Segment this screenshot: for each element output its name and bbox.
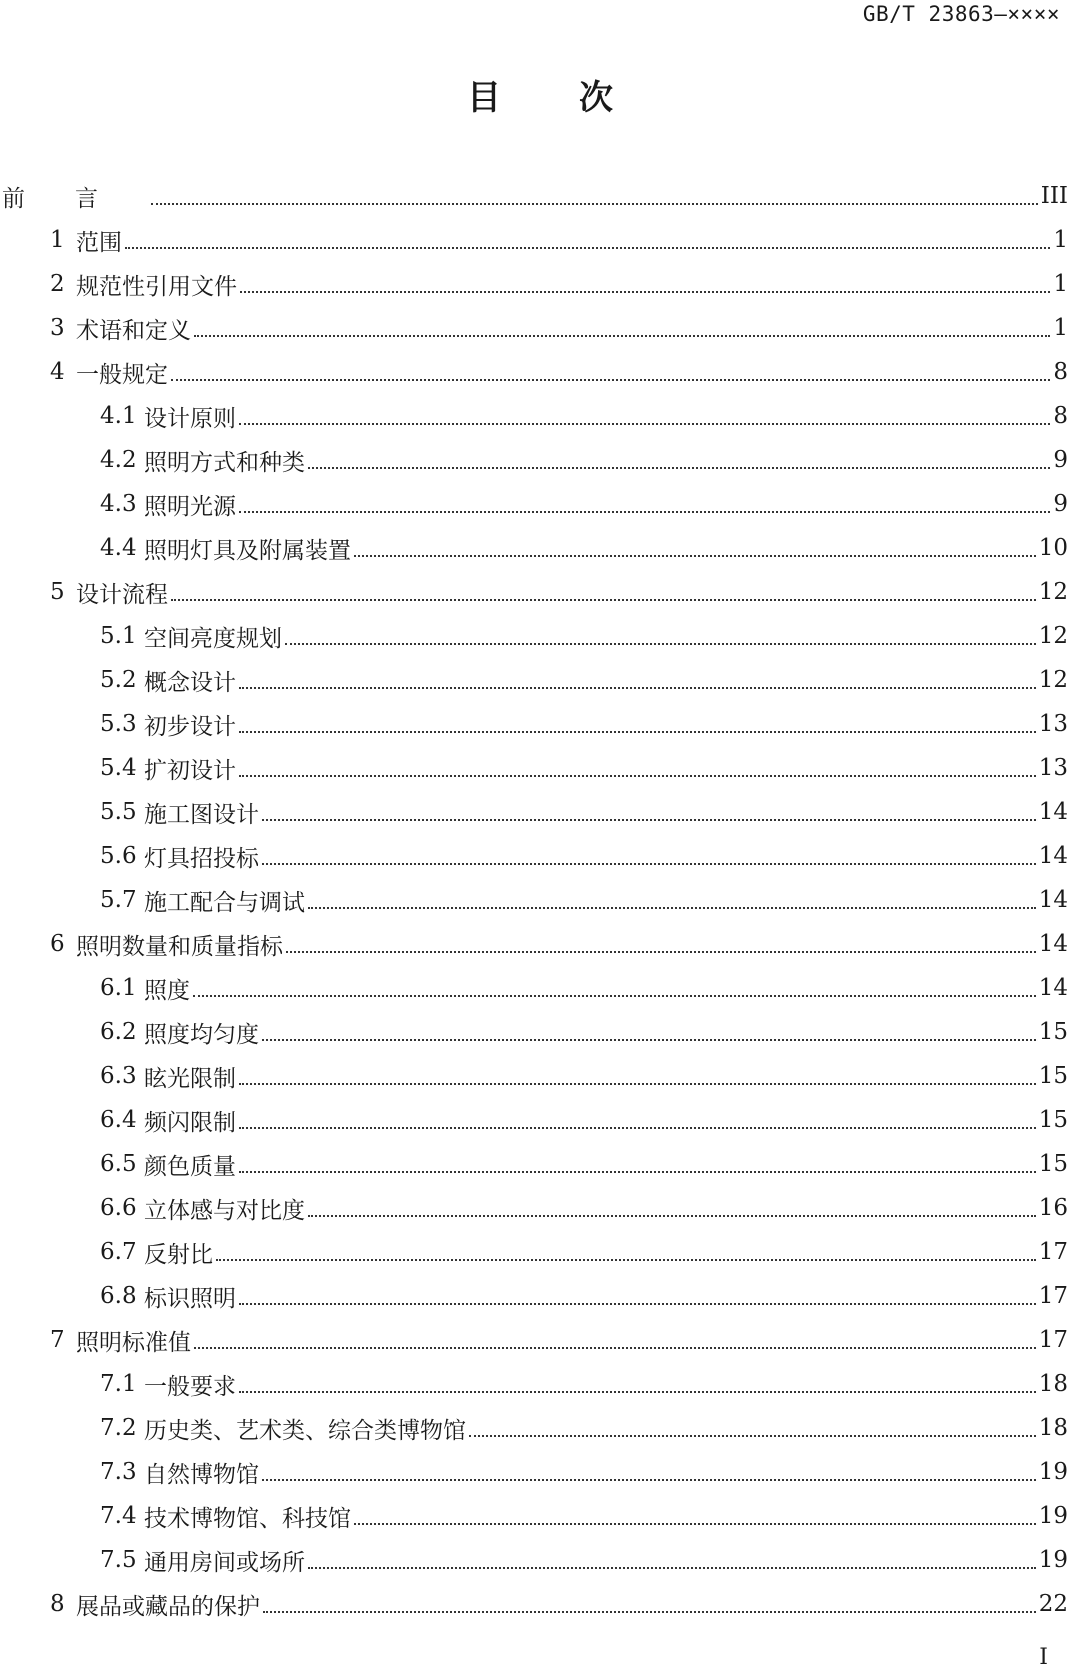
dot-leader xyxy=(354,555,1036,557)
toc-entry-page: 12 xyxy=(1038,579,1068,605)
toc-entry[interactable] xyxy=(0,438,1080,482)
toc-entry[interactable] xyxy=(0,1450,1080,1494)
toc-entry[interactable] xyxy=(0,1010,1080,1054)
toc-entry-page: 9 xyxy=(1053,447,1068,473)
standard-code: GB/T 23863—×××× xyxy=(862,2,1060,26)
dot-leader xyxy=(262,863,1036,865)
toc-title xyxy=(0,70,1080,119)
toc-entry-page: 18 xyxy=(1038,1371,1068,1397)
toc-entry-label: 照明标准值 xyxy=(76,1329,191,1356)
toc-entry[interactable] xyxy=(0,218,1080,262)
toc-entry[interactable] xyxy=(0,658,1080,702)
toc-entry-label: 通用房间或场所 xyxy=(144,1549,305,1576)
toc-entry[interactable] xyxy=(0,1318,1080,1362)
toc-entry-number: 6.3 xyxy=(100,1063,137,1089)
toc-entry-label: 频闪限制 xyxy=(144,1109,236,1136)
toc-entry[interactable] xyxy=(0,394,1080,438)
toc-entry-number: 5.4 xyxy=(100,755,137,781)
toc-entry[interactable] xyxy=(0,922,1080,966)
toc-entry-number: 6.8 xyxy=(100,1283,137,1309)
toc-entry-number: 5 xyxy=(50,579,65,605)
toc-entry-page: 14 xyxy=(1038,887,1068,913)
toc-entry-label: 初步设计 xyxy=(144,713,236,740)
dot-leader xyxy=(239,775,1036,777)
toc-entry[interactable] xyxy=(0,614,1080,658)
toc-entry-page: 13 xyxy=(1038,755,1068,781)
toc-entry[interactable] xyxy=(0,350,1080,394)
toc-entry[interactable] xyxy=(0,746,1080,790)
dot-leader xyxy=(239,1303,1036,1305)
toc-title-char: 目 xyxy=(467,78,501,118)
toc-entry-page: III xyxy=(1040,183,1068,209)
toc-entry-label: 技术博物馆、科技馆 xyxy=(144,1505,351,1532)
toc-entry-page: 1 xyxy=(1053,271,1068,297)
dot-leader xyxy=(239,1171,1036,1173)
toc-entry-number: 4.4 xyxy=(100,535,137,561)
toc-entry-page: 15 xyxy=(1038,1151,1068,1177)
dot-leader xyxy=(216,1259,1036,1261)
toc-entry-page: 15 xyxy=(1038,1019,1068,1045)
toc-entry-number: 4.2 xyxy=(100,447,137,473)
dot-leader xyxy=(239,511,1050,513)
toc-entry-page: 1 xyxy=(1053,227,1068,253)
toc-entry-label: 扩初设计 xyxy=(144,757,236,784)
toc-entry-label: 照明方式和种类 xyxy=(144,449,305,476)
toc-entry[interactable] xyxy=(0,966,1080,1010)
toc-entry[interactable] xyxy=(0,262,1080,306)
dot-leader xyxy=(286,951,1036,953)
toc-entry-label: 前言 xyxy=(2,185,148,212)
toc-entry-label: 历史类、艺术类、综合类博物馆 xyxy=(144,1417,466,1444)
toc-entry-page: 19 xyxy=(1038,1547,1068,1573)
toc-entry-number: 5.2 xyxy=(100,667,137,693)
toc-entry-page: 12 xyxy=(1038,623,1068,649)
toc-entry[interactable] xyxy=(0,1274,1080,1318)
toc-entry-number: 4.3 xyxy=(100,491,137,517)
toc-entry[interactable] xyxy=(0,306,1080,350)
toc-entry-label: 照明数量和质量指标 xyxy=(76,933,283,960)
toc-entry[interactable] xyxy=(0,1142,1080,1186)
toc-entry-label: 自然博物馆 xyxy=(144,1461,259,1488)
toc-entry-number: 5.5 xyxy=(100,799,137,825)
toc-entry-page: 17 xyxy=(1038,1327,1068,1353)
toc-entry-page: 9 xyxy=(1053,491,1068,517)
toc-entry-page: 17 xyxy=(1038,1283,1068,1309)
toc-entry[interactable] xyxy=(0,1406,1080,1450)
toc-entry-page: 17 xyxy=(1038,1239,1068,1265)
toc-entry-number: 7.4 xyxy=(100,1503,137,1529)
toc-entry-page: 15 xyxy=(1038,1107,1068,1133)
toc-title-char: 次 xyxy=(579,78,613,118)
toc-entry-label: 施工配合与调试 xyxy=(144,889,305,916)
toc-entry[interactable] xyxy=(0,1362,1080,1406)
toc-entry[interactable] xyxy=(0,526,1080,570)
toc-entry-number: 1 xyxy=(50,227,65,253)
dot-leader xyxy=(262,1039,1036,1041)
toc-entry-number: 6.7 xyxy=(100,1239,137,1265)
toc-entry-number: 6.4 xyxy=(100,1107,137,1133)
toc-entry-label: 术语和定义 xyxy=(76,317,191,344)
toc-entry-number: 8 xyxy=(50,1591,65,1617)
toc-entry[interactable] xyxy=(0,878,1080,922)
toc-entry-number: 4 xyxy=(50,359,65,385)
dot-leader xyxy=(194,1347,1036,1349)
dot-leader xyxy=(193,995,1036,997)
toc-entry-label: 规范性引用文件 xyxy=(76,273,237,300)
toc-entry-label: 范围 xyxy=(76,229,122,256)
toc-entry-page: 19 xyxy=(1038,1503,1068,1529)
toc-entry-number: 7.1 xyxy=(100,1371,137,1397)
toc-entry-label: 设计流程 xyxy=(76,581,168,608)
toc-entry-page: 19 xyxy=(1038,1459,1068,1485)
dot-leader xyxy=(239,731,1036,733)
dot-leader xyxy=(239,1391,1036,1393)
toc-entry-page: 10 xyxy=(1038,535,1068,561)
toc-entry-number: 5.3 xyxy=(100,711,137,737)
toc-entry-page: 15 xyxy=(1038,1063,1068,1089)
toc-entry-label: 展品或藏品的保护 xyxy=(76,1593,260,1620)
toc-entry-number: 5.1 xyxy=(100,623,137,649)
dot-leader xyxy=(239,687,1036,689)
page-number: I xyxy=(1039,1645,1048,1670)
toc-entry-page: 14 xyxy=(1038,799,1068,825)
dot-leader xyxy=(285,643,1036,645)
toc-entry-label: 照度 xyxy=(144,977,190,1004)
toc-entry-label: 一般规定 xyxy=(76,361,168,388)
toc-entry-page: 13 xyxy=(1038,711,1068,737)
dot-leader xyxy=(308,907,1036,909)
toc-entry-label: 眩光限制 xyxy=(144,1065,236,1092)
toc-entry-number: 3 xyxy=(50,315,65,341)
toc-entry[interactable] xyxy=(0,1098,1080,1142)
toc-entry[interactable] xyxy=(0,702,1080,746)
toc-entry-label: 一般要求 xyxy=(144,1373,236,1400)
toc-entry[interactable] xyxy=(0,1186,1080,1230)
toc-entry-number: 6.2 xyxy=(100,1019,137,1045)
toc-entry-page: 14 xyxy=(1038,931,1068,957)
toc-entry-page: 1 xyxy=(1053,315,1068,341)
toc-entry-number: 6.6 xyxy=(100,1195,137,1221)
toc-entry[interactable] xyxy=(0,1054,1080,1098)
toc-entry-page: 14 xyxy=(1038,975,1068,1001)
toc-entry-label: 立体感与对比度 xyxy=(144,1197,305,1224)
toc-entry-label: 照度均匀度 xyxy=(144,1021,259,1048)
toc-entry[interactable] xyxy=(0,1582,1080,1626)
toc-entry[interactable] xyxy=(0,834,1080,878)
dot-leader xyxy=(308,1215,1036,1217)
dot-leader xyxy=(469,1435,1036,1437)
toc-entry-label: 概念设计 xyxy=(144,669,236,696)
toc-entry-number: 5.6 xyxy=(100,843,137,869)
toc-entry-label: 空间亮度规划 xyxy=(144,625,282,652)
dot-leader xyxy=(262,1479,1036,1481)
dot-leader xyxy=(239,423,1050,425)
toc-entry-label: 设计原则 xyxy=(144,405,236,432)
toc-entry-label: 颜色质量 xyxy=(144,1153,236,1180)
toc-entry-number: 2 xyxy=(50,271,65,297)
toc-entry-label: 灯具招投标 xyxy=(144,845,259,872)
toc-entry[interactable] xyxy=(0,790,1080,834)
toc-entry-page: 16 xyxy=(1038,1195,1068,1221)
toc-entry-number: 6.5 xyxy=(100,1151,137,1177)
dot-leader xyxy=(262,819,1036,821)
toc-entry-number: 7.3 xyxy=(100,1459,137,1485)
toc-entry[interactable] xyxy=(0,174,1080,218)
dot-leader xyxy=(125,247,1050,249)
toc-entry[interactable] xyxy=(0,1230,1080,1274)
dot-leader xyxy=(240,291,1050,293)
toc-entry-page: 8 xyxy=(1053,403,1068,429)
dot-leader xyxy=(308,467,1050,469)
dot-leader xyxy=(151,203,1038,205)
dot-leader xyxy=(239,1083,1036,1085)
toc-entry[interactable] xyxy=(0,570,1080,614)
dot-leader xyxy=(308,1567,1036,1569)
toc-entry[interactable] xyxy=(0,1494,1080,1538)
toc-entry[interactable] xyxy=(0,1538,1080,1582)
toc-entry-label: 施工图设计 xyxy=(144,801,259,828)
toc-entry-page: 18 xyxy=(1038,1415,1068,1441)
toc-entry-page: 14 xyxy=(1038,843,1068,869)
toc-entry-number: 4.1 xyxy=(100,403,137,429)
toc-entry-page: 22 xyxy=(1038,1591,1068,1617)
dot-leader xyxy=(354,1523,1036,1525)
toc-entry-label: 反射比 xyxy=(144,1241,213,1268)
toc-entry-number: 6.1 xyxy=(100,975,137,1001)
toc-entry-page: 12 xyxy=(1038,667,1068,693)
dot-leader xyxy=(239,1127,1036,1129)
toc-entry-number: 5.7 xyxy=(100,887,137,913)
toc-entry-label: 标识照明 xyxy=(144,1285,236,1312)
toc-entry-label: 照明光源 xyxy=(144,493,236,520)
toc-entry-number: 7.2 xyxy=(100,1415,137,1441)
toc-entry-number: 7 xyxy=(50,1327,65,1353)
dot-leader xyxy=(194,335,1050,337)
toc-entry-label: 照明灯具及附属装置 xyxy=(144,537,351,564)
toc-list xyxy=(0,174,1080,1626)
dot-leader xyxy=(171,599,1036,601)
dot-leader xyxy=(171,379,1050,381)
dot-leader xyxy=(263,1611,1036,1613)
toc-entry-number: 6 xyxy=(50,931,65,957)
toc-entry-page: 8 xyxy=(1053,359,1068,385)
toc-entry[interactable] xyxy=(0,482,1080,526)
toc-entry-number: 7.5 xyxy=(100,1547,137,1573)
